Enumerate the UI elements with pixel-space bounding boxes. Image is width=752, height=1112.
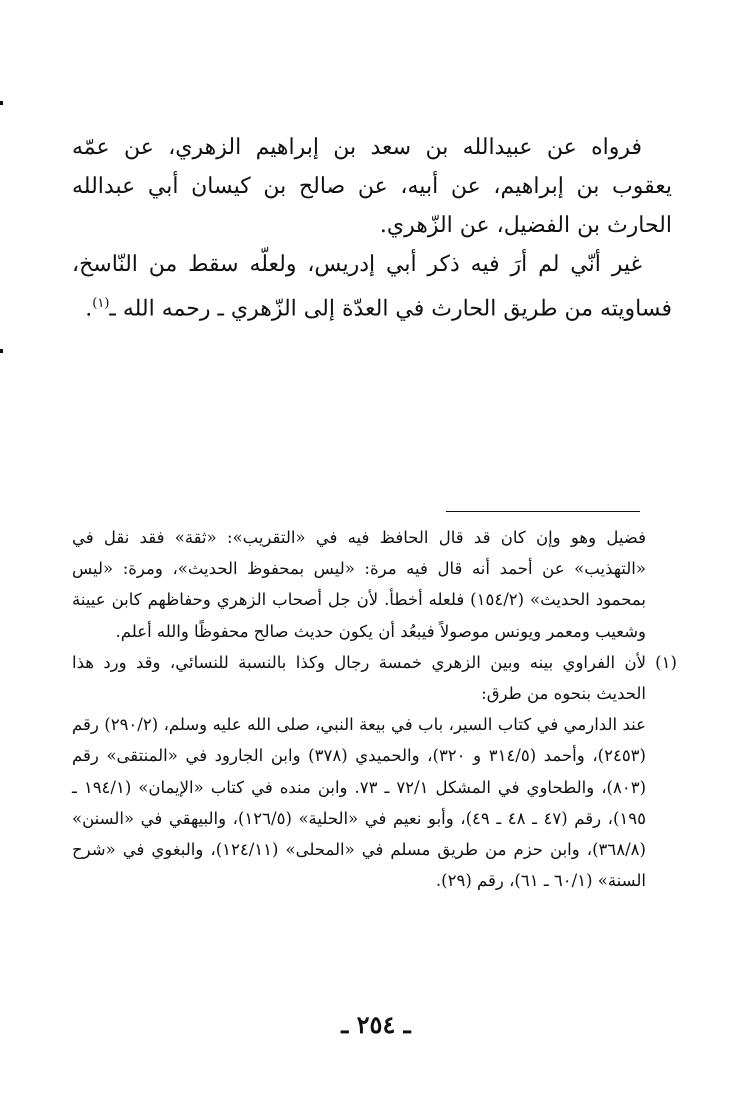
main-paragraph-2-end: .	[85, 296, 93, 322]
scan-edge-mark-bottom	[0, 349, 3, 353]
scan-edge-mark-top	[0, 101, 3, 105]
main-text	[72, 128, 672, 328]
footnote-1	[72, 647, 677, 897]
footnote-separator	[446, 511, 640, 512]
footnote-reference-1: (١)	[92, 296, 110, 311]
footnote-1-text-1: لأن الفراوي بينه وبين الزهري خمسة رجال وكذا بالنسبة للنسائي، وقد ورد هذا الحديث بنحوه من طرق:	[72, 652, 646, 704]
footnote-1-number: (١)	[655, 652, 677, 672]
main-paragraph-2	[72, 245, 672, 328]
main-paragraph-2-text: غير أنّي لم أرَ فيه ذكر أبي إدريس، ولعلّه سقط من النّاسخ، فساويته من طريق الحارث في العدّة إلى الزّهري ـ رحمه الله ـ	[72, 252, 672, 322]
footnote-continuation: فضيل وهو وإن كان قد قال الحافظ فيه في «التقريب»: «ثقة» فقد نقل في «التهذيب» عن أحمد أنه قال فيه مرة: «ليس بمحفوظ الحديث»، ومرة: «ليس بمحمود الحديث» (١٥٤/٢) فلعله أخطأ. لأن جل أصحاب الزهري وحفاظهم كابن عيينة وشعيب ومعمر ويونس موصولاً فيبعُد أن يكون حديث صالح محفوظًا والله أعلم.	[72, 528, 646, 641]
footnotes	[72, 522, 677, 896]
main-paragraph-1: فرواه عن عبيدالله بن سعد بن إبراهيم الزهري، عن عمّه يعقوب بن إبراهيم، عن أبيه، عن صالح بن كيسان أبي عبدالله الحارث بن الفضيل، عن الزّهري.	[72, 135, 672, 238]
page-number: ـ ٢٥٤ ـ	[341, 1010, 411, 1039]
footnote-1-text-2: عند الدارمي في كتاب السير، باب في بيعة النبي، صلى الله عليه وسلم، (٢٩٠/٢) رقم (٢٤٥٣)، وأحمد (٣١٤/٥ و ٣٢٠)، والحميدي (٣٧٨) وابن الجارود في «المنتقى» رقم (٨٠٣)، والطحاوي في المشكل ٧٢/١ ـ ٧٣. وابن منده في كتاب «الإيمان» (١٩٤/١ ـ ١٩٥)، رقم (٤٧ ـ ٤٨ ـ ٤٩)، وأبو نعيم في «الحلية» (١٢٦/٥)، والبيهقي في «السنن» (٣٦٨/٨)، وابن حزم من طريق مسلم في «المحلى» (١٢٤/١١)، والبغوي في «شرح السنة» (٦٠/١ ـ ٦١)، رقم (٢٩).	[72, 715, 646, 891]
